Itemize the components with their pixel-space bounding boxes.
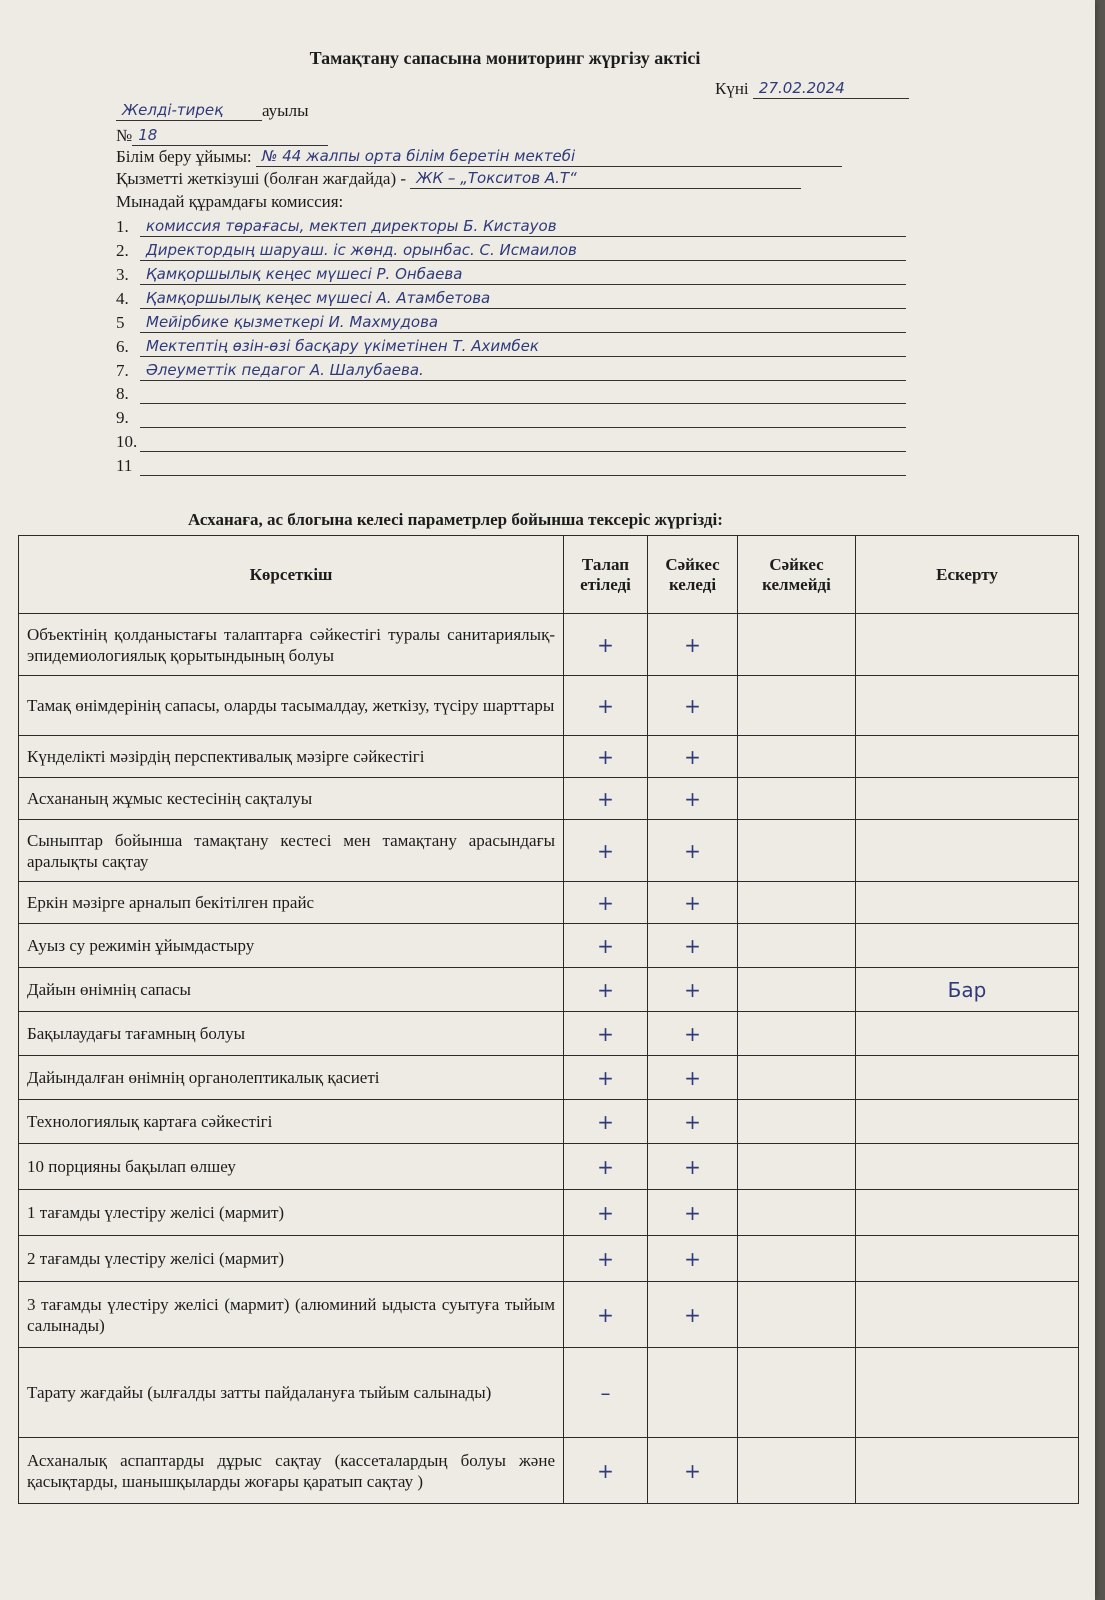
noncompliant-mark: [738, 1438, 856, 1504]
village-name: Желді-тиреқ: [116, 100, 262, 121]
table-row: [19, 1100, 1079, 1144]
compliant-mark: +: [648, 736, 738, 778]
table-row: [19, 1144, 1079, 1190]
noncompliant-mark: [738, 736, 856, 778]
required-mark: +: [564, 1144, 648, 1190]
table-row: [19, 676, 1079, 736]
indicator-cell: Бақылаудағы тағамның болуы: [19, 1012, 564, 1056]
indicator-cell: Еркін мәзірге арналып бекітілген прайс: [19, 882, 564, 924]
commission-num: 9.: [116, 408, 129, 427]
commission-num: 11: [116, 456, 133, 475]
note-cell: [856, 882, 1079, 924]
required-mark: +: [564, 1282, 648, 1348]
number-label: №: [116, 126, 133, 145]
noncompliant-mark: [738, 820, 856, 882]
table-row: [19, 1282, 1079, 1348]
compliant-mark: +: [648, 1438, 738, 1504]
table-row: [19, 736, 1079, 778]
note-cell: [856, 1144, 1079, 1190]
supplier-label: Қызметті жеткізуші (болған жағдайда) -: [116, 169, 407, 188]
note-cell: Бар: [856, 968, 1079, 1012]
indicator-cell: 10 порцияны бақылап өлшеу: [19, 1144, 564, 1190]
indicator-cell: Тарату жағдайы (ылғалды затты пайдалануға тыйым салынады): [19, 1348, 564, 1438]
required-mark: +: [564, 968, 648, 1012]
table-row: [19, 614, 1079, 676]
compliant-mark: +: [648, 820, 738, 882]
compliant-mark: +: [648, 1190, 738, 1236]
required-mark: +: [564, 1100, 648, 1144]
commission-row: [116, 432, 916, 456]
note-cell: [856, 1348, 1079, 1438]
required-mark: +: [564, 1236, 648, 1282]
indicator-cell: Күнделікті мәзірдің перспективалық мәзірге сәйкестігі: [19, 736, 564, 778]
indicator-cell: Ауыз су режимін ұйымдастыру: [19, 924, 564, 968]
header-compliant: Сәйкес келеді: [648, 536, 738, 614]
table-row: [19, 1348, 1079, 1438]
noncompliant-mark: [738, 614, 856, 676]
noncompliant-mark: [738, 882, 856, 924]
compliant-mark: +: [648, 968, 738, 1012]
table-row: [19, 1056, 1079, 1100]
organization-label: Білім беру ұйымы:: [116, 147, 252, 166]
noncompliant-mark: [738, 1144, 856, 1190]
note-cell: [856, 1100, 1079, 1144]
required-mark: +: [564, 736, 648, 778]
commission-member: Мейірбике қызметкері И. Махмудова: [140, 312, 906, 333]
date-line: [715, 78, 909, 99]
required-mark: +: [564, 1056, 648, 1100]
indicator-cell: Тамақ өнімдерінің сапасы, оларды тасымалдау, жеткізу, түсіру шарттары: [19, 676, 564, 736]
indicator-cell: Асханалық аспаптарды дұрыс сақтау (кассеталардың болуы және қасықтарды, шанышқыларды жоғары қаратып сақтау ): [19, 1438, 564, 1504]
commission-row: [116, 312, 916, 336]
commission-label: Мынадай құрамдағы комиссия:: [116, 192, 344, 211]
commission-member: Әлеуметтік педагог А. Шалубаева.: [140, 360, 906, 381]
number-line: [116, 125, 328, 146]
commission-num: 8.: [116, 384, 129, 403]
commission-row: [116, 288, 916, 312]
compliant-mark: +: [648, 1056, 738, 1100]
commission-num: 7.: [116, 361, 129, 380]
commission-member: Қамқоршылық кеңес мүшесі А. Атамбетова: [140, 288, 906, 309]
commission-row: [116, 360, 916, 384]
required-mark: +: [564, 676, 648, 736]
inspection-table: [18, 535, 1079, 1504]
note-cell: [856, 1056, 1079, 1100]
note-cell: [856, 778, 1079, 820]
required-mark: +: [564, 882, 648, 924]
required-mark: –: [564, 1348, 648, 1438]
commission-member: [140, 451, 906, 452]
noncompliant-mark: [738, 1282, 856, 1348]
note-cell: [856, 1012, 1079, 1056]
compliant-mark: +: [648, 1236, 738, 1282]
compliant-mark: +: [648, 1144, 738, 1190]
table-row: [19, 882, 1079, 924]
compliant-mark: [648, 1348, 738, 1438]
note-cell: [856, 736, 1079, 778]
required-mark: +: [564, 1012, 648, 1056]
note-cell: [856, 1236, 1079, 1282]
noncompliant-mark: [738, 1348, 856, 1438]
date-value: 27.02.2024: [753, 78, 909, 99]
commission-row: [116, 336, 916, 360]
indicator-cell: 2 тағамды үлестіру желісі (мармит): [19, 1236, 564, 1282]
header-indicator: Көрсеткіш: [19, 536, 564, 614]
commission-row: [116, 240, 916, 264]
indicator-cell: Асхананың жұмыс кестесінің сақталуы: [19, 778, 564, 820]
commission-member: комиссия төрағасы, мектеп директоры Б. Кистауов: [140, 216, 906, 237]
number-value: 18: [132, 125, 328, 146]
note-cell: [856, 1438, 1079, 1504]
indicator-cell: 3 тағамды үлестіру желісі (мармит) (алюминий ыдыста суытуға тыйым салынады): [19, 1282, 564, 1348]
compliant-mark: +: [648, 882, 738, 924]
header-note: Ескерту: [856, 536, 1079, 614]
compliant-mark: +: [648, 676, 738, 736]
compliant-mark: +: [648, 1100, 738, 1144]
noncompliant-mark: [738, 924, 856, 968]
header-noncompliant: Сәйкес келмейді: [738, 536, 856, 614]
required-mark: +: [564, 1190, 648, 1236]
date-label: Күні: [715, 79, 749, 98]
noncompliant-mark: [738, 1056, 856, 1100]
section-title: Асханаға, ас блогына келесі параметрлер бойынша тексеріс жүргізді:: [188, 510, 723, 529]
commission-row: [116, 384, 916, 408]
noncompliant-mark: [738, 676, 856, 736]
village-label: ауылы: [262, 101, 309, 120]
table-row: [19, 1236, 1079, 1282]
commission-row: [116, 456, 916, 480]
compliant-mark: +: [648, 614, 738, 676]
commission-member: [140, 403, 906, 404]
indicator-cell: Технологиялық картаға сәйкестігі: [19, 1100, 564, 1144]
commission-member: Қамқоршылық кеңес мүшесі Р. Онбаева: [140, 264, 906, 285]
commission-num: 1.: [116, 217, 129, 236]
noncompliant-mark: [738, 1236, 856, 1282]
village-line: [116, 100, 309, 121]
table-row: [19, 820, 1079, 882]
commission-num: 3.: [116, 265, 129, 284]
commission-member: [140, 427, 906, 428]
noncompliant-mark: [738, 1012, 856, 1056]
commission-num: 5: [116, 313, 125, 332]
commission-num: 2.: [116, 241, 129, 260]
required-mark: +: [564, 924, 648, 968]
table-row: [19, 968, 1079, 1012]
indicator-cell: Дайындалған өнімнің органолептикалық қасиеті: [19, 1056, 564, 1100]
commission-member: Мектептің өзін-өзі басқару үкіметінен Т. Ахимбек: [140, 336, 906, 357]
required-mark: +: [564, 614, 648, 676]
note-cell: [856, 1190, 1079, 1236]
indicator-cell: Дайын өнімнің сапасы: [19, 968, 564, 1012]
indicator-cell: Сыныптар бойынша тамақтану кестесі мен тамақтану арасындағы аралықты сақтау: [19, 820, 564, 882]
document-title: Тамақтану сапасына мониторинг жүргізу актісі: [309, 48, 701, 68]
commission-num: 10.: [116, 432, 138, 451]
table-header-row: [19, 536, 1079, 614]
commission-num: 4.: [116, 289, 129, 308]
note-cell: [856, 820, 1079, 882]
indicator-cell: 1 тағамды үлестіру желісі (мармит): [19, 1190, 564, 1236]
table-row: [19, 1438, 1079, 1504]
noncompliant-mark: [738, 1190, 856, 1236]
noncompliant-mark: [738, 778, 856, 820]
compliant-mark: +: [648, 1282, 738, 1348]
organization-value: № 44 жалпы орта білім беретін мектебі: [256, 146, 842, 167]
commission-row: [116, 216, 916, 240]
note-cell: [856, 1282, 1079, 1348]
commission-row: [116, 264, 916, 288]
table-row: [19, 924, 1079, 968]
compliant-mark: +: [648, 778, 738, 820]
supplier-value: ЖК – „Токситов А.Т“: [410, 168, 801, 189]
noncompliant-mark: [738, 968, 856, 1012]
noncompliant-mark: [738, 1100, 856, 1144]
header-required: Талап етіледі: [564, 536, 648, 614]
table-row: [19, 1190, 1079, 1236]
required-mark: +: [564, 778, 648, 820]
note-cell: [856, 676, 1079, 736]
organization-line: [116, 146, 842, 167]
compliant-mark: +: [648, 924, 738, 968]
commission-row: [116, 408, 916, 432]
table-row: [19, 1012, 1079, 1056]
supplier-line: [116, 168, 801, 189]
commission-member: [140, 475, 906, 476]
table-body: [19, 614, 1079, 1504]
compliant-mark: +: [648, 1012, 738, 1056]
commission-member: Директордың шаруаш. іс жөнд. орынбас. С. Исмаилов: [140, 240, 906, 261]
required-mark: +: [564, 820, 648, 882]
table-row: [19, 778, 1079, 820]
indicator-cell: Объектінің қолданыстағы талаптарға сәйкестігі туралы санитариялық-эпидемиологиялық қорытындының болуы: [19, 614, 564, 676]
note-cell: [856, 924, 1079, 968]
note-cell: [856, 614, 1079, 676]
commission-num: 6.: [116, 337, 129, 356]
required-mark: +: [564, 1438, 648, 1504]
